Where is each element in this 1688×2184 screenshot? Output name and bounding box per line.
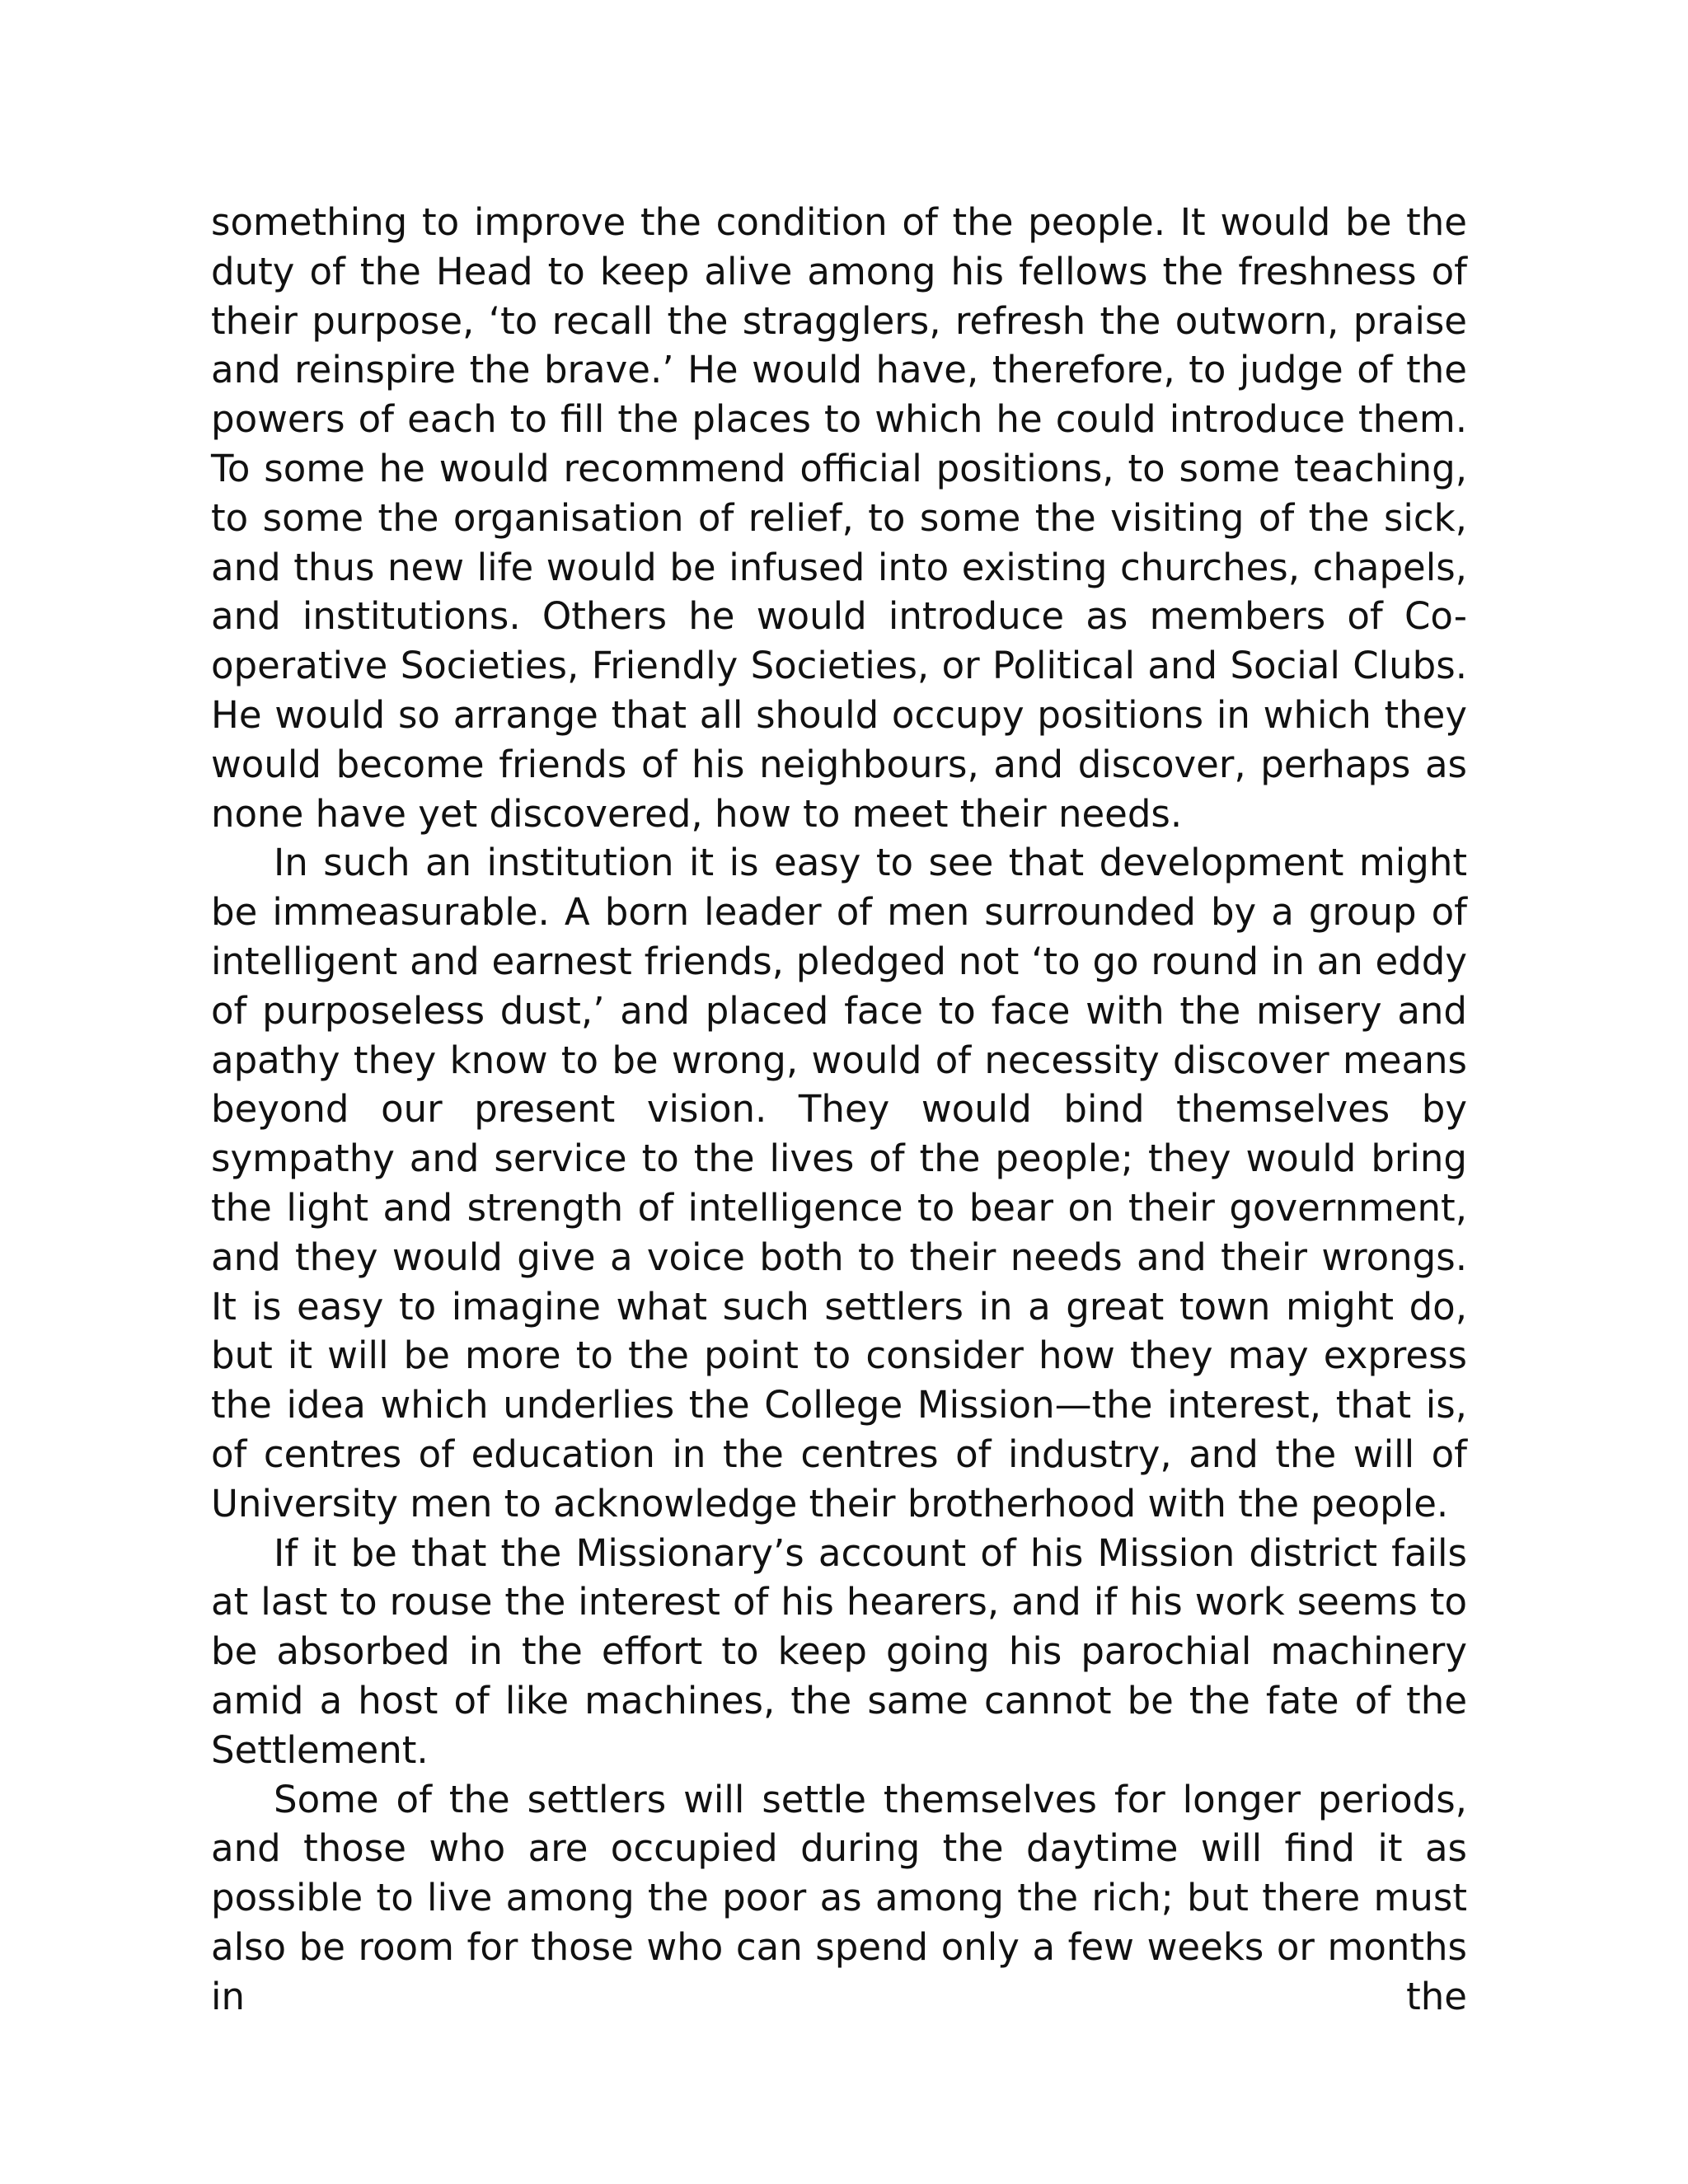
- paragraph-2: In such an institution it is easy to see that development might be immeasurable. A born leader of men surrounded by a group of intelligent and earnest friends, pledged not ‘to go round in an eddy of purposeless dust,’ and placed face to face with the misery and apathy they know to be wrong, would of necessity discover means beyond our present vision. They would bind themselves by sympathy and service to the lives of the people; they would bring the light and strength of intelligence to bear on their government, and they would give a voice both to their needs and their wrongs. It is easy to imagine what such settlers in a great town might do, but it will be more to the point to consider how they may express the idea which underlies the College Mission—the interest, that is, of centres of education in the centres of industry, and the will of University men to acknowledge their brotherhood with the people.: [211, 841, 1467, 1526]
- paragraph-3: If it be that the Missionary’s account of his Mission district fails at last to rouse the interest of his hearers, and if his work seems to be absorbed in the effort to keep going his parochial machinery amid a host of like machines, the same cannot be the fate of the Settlement.: [211, 1530, 1467, 1772]
- paragraph-1: something to improve the condition of the people. It would be the duty of the Head to keep alive among his fellows the freshness of their purpose, ‘to recall the stragglers, refresh the outworn, praise and reinspire the brave.’ He would have, therefore, to judge of the powers of each to fill the places to which he could introduce them. To some he would recommend official positions, to some teaching, to some the organisation of relief, to some the visiting of the sick, and thus new life would be infused into existing churches, chapels, and institutions. Others he would introduce as members of Co-operative Societies, Friendly Societies, or Political and Social Clubs. He would so arrange that all should occupy positions in which they would become friends of his neighbours, and discover, perhaps as none have yet discovered, how to meet their needs.: [211, 200, 1467, 836]
- paragraph-4: Some of the settlers will settle themselves for longer periods, and those who are occupied during the daytime will find it as possible to live among the poor as among the rich; but there must also be room for those who can spend only a few weeks or months in the: [211, 1777, 1467, 2018]
- body-text: [211, 198, 1467, 2021]
